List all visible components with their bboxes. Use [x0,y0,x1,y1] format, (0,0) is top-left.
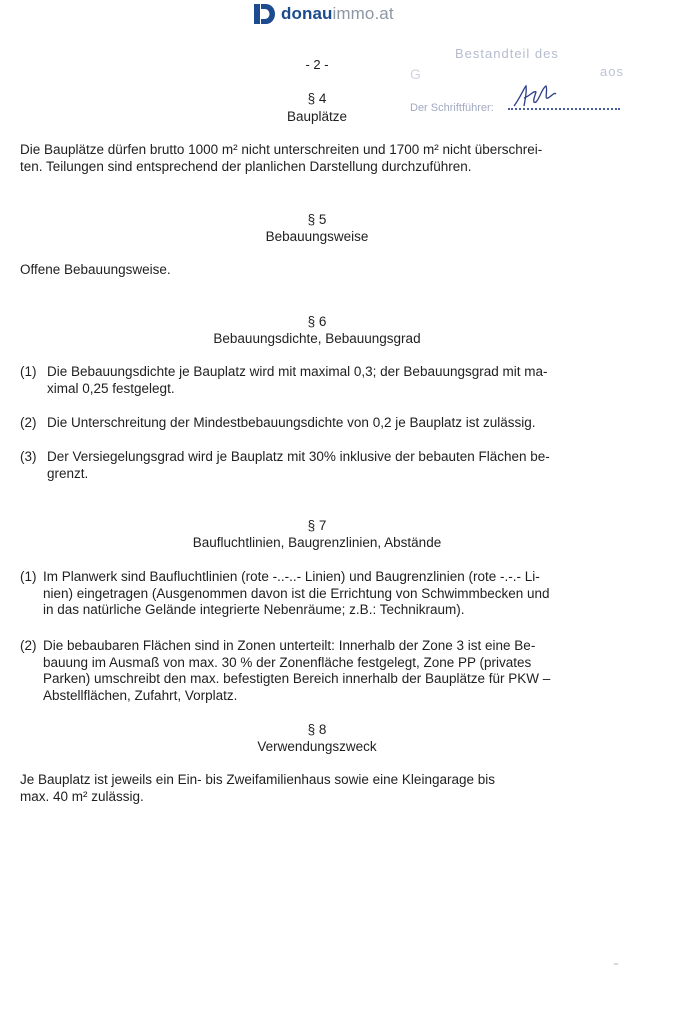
item-number: (3) [20,449,37,464]
item-number: (1) [20,364,37,379]
section-4-title: Bauplätze [286,109,348,124]
text-line: Parken) umschreibt den max. befestigten Bereich innerhalb der Bauplätze für PKW – [43,671,551,686]
text-line: Die Bebauungsdichte je Bauplatz wird mit maximal 0,3; der Bebauungsgrad mit ma- [47,364,548,379]
section-6-number: § 6 [307,314,327,329]
text-line: ten. Teilungen sind entsprechend der planlichen Darstellung durchzuführen. [20,158,472,174]
text-line: Der Versiegelungsgrad wird je Bauplatz mit 30% inklusive der bebauten Flächen be- [47,449,550,464]
text-line: in das natürliche Gelände integrierte Nebenräume; z.B.: Technikraum). [43,602,465,617]
text-line: nien) eingetragen (Ausgenommen davon ist die Errichtung von Schwimmbecken und [43,585,550,601]
text-line: Die Unterschreitung der Mindestbebauungsdichte von 0,2 je Bauplatz ist zulässig. [47,415,536,430]
item-number: (1) [20,569,37,584]
section-8-title: Verwendungszweck [257,739,377,754]
item-number: (2) [20,638,37,653]
text-line: Die Bauplätze dürfen brutto 1000 m² nicht unterschreiten und 1700 m² nicht überschrei- [20,142,543,157]
section-4-body [20,142,620,175]
logo-text-b: immo.at [332,4,394,23]
section-7-title: Baufluchtlinien, Baugrenzlinien, Abstände [192,535,442,550]
logo-wordmark [281,4,394,24]
section-8-body [20,772,620,805]
text-line: Abstellflächen, Zufahrt, Vorplatz. [43,687,238,703]
text-line: max. 40 m² zulässig. [20,788,144,804]
stamp-signer-label: Der Schriftführer: [410,102,494,114]
logo-mark-icon [254,4,276,24]
item-number: (2) [20,415,37,430]
text-line: bauung im Ausmaß von max. 30 % der Zonenfläche festgelegt, Zone PP (privates [43,654,532,670]
stamp-line1: Bestandteil des [455,46,559,61]
page-number: - 2 - [305,57,329,72]
section-7-number: § 7 [307,518,327,533]
section-5-title: Bebauungsweise [265,229,369,244]
text-line: ximal 0,25 festgelegt. [47,380,175,396]
stamp-line2-end: aos [600,64,624,79]
section-8-number: § 8 [307,722,327,737]
section-5-number: § 5 [307,212,327,227]
text-line: Im Planwerk sind Baufluchtlinien (rote -..-..- Linien) und Baugrenzlinien (rote -.-.- Li- [43,569,540,584]
text-line: grenzt. [47,465,89,481]
scan-mark [614,963,618,965]
logo-text-a: donau [281,4,333,23]
donauimmo-logo [254,3,394,25]
text-line: Die bebaubaren Flächen sind in Zonen unterteilt: Innerhalb der Zone 3 ist eine Be- [43,638,536,653]
text-line: Je Bauplatz ist jeweils ein Ein- bis Zweifamilienhaus sowie eine Kleingarage bis [20,772,495,787]
section-4-number: § 4 [307,91,327,106]
section-6-title: Bebauungsdichte, Bebauungsgrad [213,331,421,346]
text-line: Offene Bebauungsweise. [20,262,171,277]
stamp-line2: G [410,66,423,82]
section-5-body [20,262,620,279]
